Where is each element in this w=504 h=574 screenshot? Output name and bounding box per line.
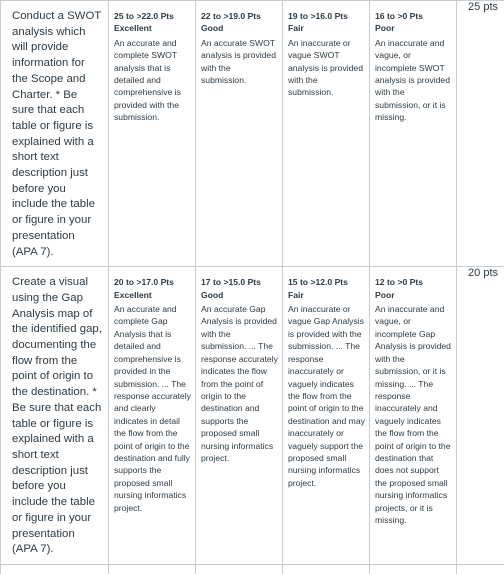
- empty-cell: [1, 564, 109, 574]
- rating-level: Excellent: [114, 289, 191, 301]
- rating-description: An inaccurate or vague SWOT analysis is provided with the submission.: [288, 37, 365, 99]
- rating-range: 15 to >12.0 Pts: [288, 276, 365, 288]
- rating-description: An inaccurate or vague Gap Analysis is provided with the submission. ... The response inaccurately or vaguely indicates the flow from the point of origin to the destination and may inaccurately or vaguely support the proposed small nursing informatics project.: [288, 303, 365, 489]
- empty-cell: [370, 564, 457, 574]
- criterion-description: Conduct a SWOT analysis which will provide information for the Scope and Charter. * Be sure that each table or figure is explained with a short text description just before you include the table or figure in your presentation (APA 7).: [1, 1, 109, 267]
- criterion-points: 25 pts: [457, 1, 504, 267]
- rating-level: Poor: [375, 289, 452, 301]
- rating-description: An accurate Gap Analysis is provided with the submission. ... The response accurately indicates the flow from the point of origin to the destination and supports the proposed small nursing informatics project.: [201, 303, 278, 464]
- rating-range: 17 to >15.0 Pts: [201, 276, 278, 288]
- table-row: [1, 564, 504, 574]
- rating-range: 19 to >16.0 Pts: [288, 10, 365, 22]
- rating-range: 12 to >0 Pts: [375, 276, 452, 288]
- rating-level: Excellent: [114, 22, 191, 34]
- rating-level: Poor: [375, 22, 452, 34]
- rating-cell-poor[interactable]: [370, 1, 457, 267]
- empty-cell: [109, 564, 196, 574]
- rating-description: An accurate and complete Gap Analysis that is detailed and comprehensive is provided in the submission. ... The response accurately and clearly indicates in detail the flow from the point of origin to the destination and fully supports the proposed small nursing informatics project.: [114, 303, 191, 514]
- rating-description: An inaccurate and vague, or incomplete SWOT analysis is provided with the submission, or it is missing.: [375, 37, 452, 124]
- rating-cell-poor[interactable]: [370, 267, 457, 565]
- rating-cell-excellent[interactable]: [109, 1, 196, 267]
- table-row: [1, 267, 504, 565]
- empty-cell: [196, 564, 283, 574]
- rating-description: An accurate and complete SWOT analysis that is detailed and comprehensive is provided with the submission.: [114, 37, 191, 124]
- empty-cell: [283, 564, 370, 574]
- rating-level: Fair: [288, 22, 365, 34]
- rating-cell-fair[interactable]: [283, 267, 370, 565]
- rating-range: 25 to >22.0 Pts: [114, 10, 191, 22]
- rating-cell-good[interactable]: [196, 267, 283, 565]
- rating-range: 16 to >0 Pts: [375, 10, 452, 22]
- criterion-points: 20 pts: [457, 267, 504, 565]
- rating-description: An inaccurate and vague, or incomplete Gap Analysis is provided with the submission, or it is missing. ... The response inaccurately and vaguely indicates the flow from the point of origin to the destination that does not support the proposed small nursing informatics projects, or it is missing.: [375, 303, 452, 526]
- table-row: [1, 1, 504, 267]
- empty-cell: [457, 564, 504, 574]
- rating-level: Good: [201, 289, 278, 301]
- rating-level: Good: [201, 22, 278, 34]
- criterion-description: Create a visual using the Gap Analysis map of the identified gap, documenting the flow from the point of origin to the destination. * Be sure that each table or figure is explained with a short text description just before you include the table or figure in your presentation (APA 7).: [1, 267, 109, 565]
- rating-cell-good[interactable]: [196, 1, 283, 267]
- rating-cell-fair[interactable]: [283, 1, 370, 267]
- rating-range: 22 to >19.0 Pts: [201, 10, 278, 22]
- rating-description: An accurate SWOT analysis is provided with the submission.: [201, 37, 278, 87]
- rating-cell-excellent[interactable]: [109, 267, 196, 565]
- rating-range: 20 to >17.0 Pts: [114, 276, 191, 288]
- rating-level: Fair: [288, 289, 365, 301]
